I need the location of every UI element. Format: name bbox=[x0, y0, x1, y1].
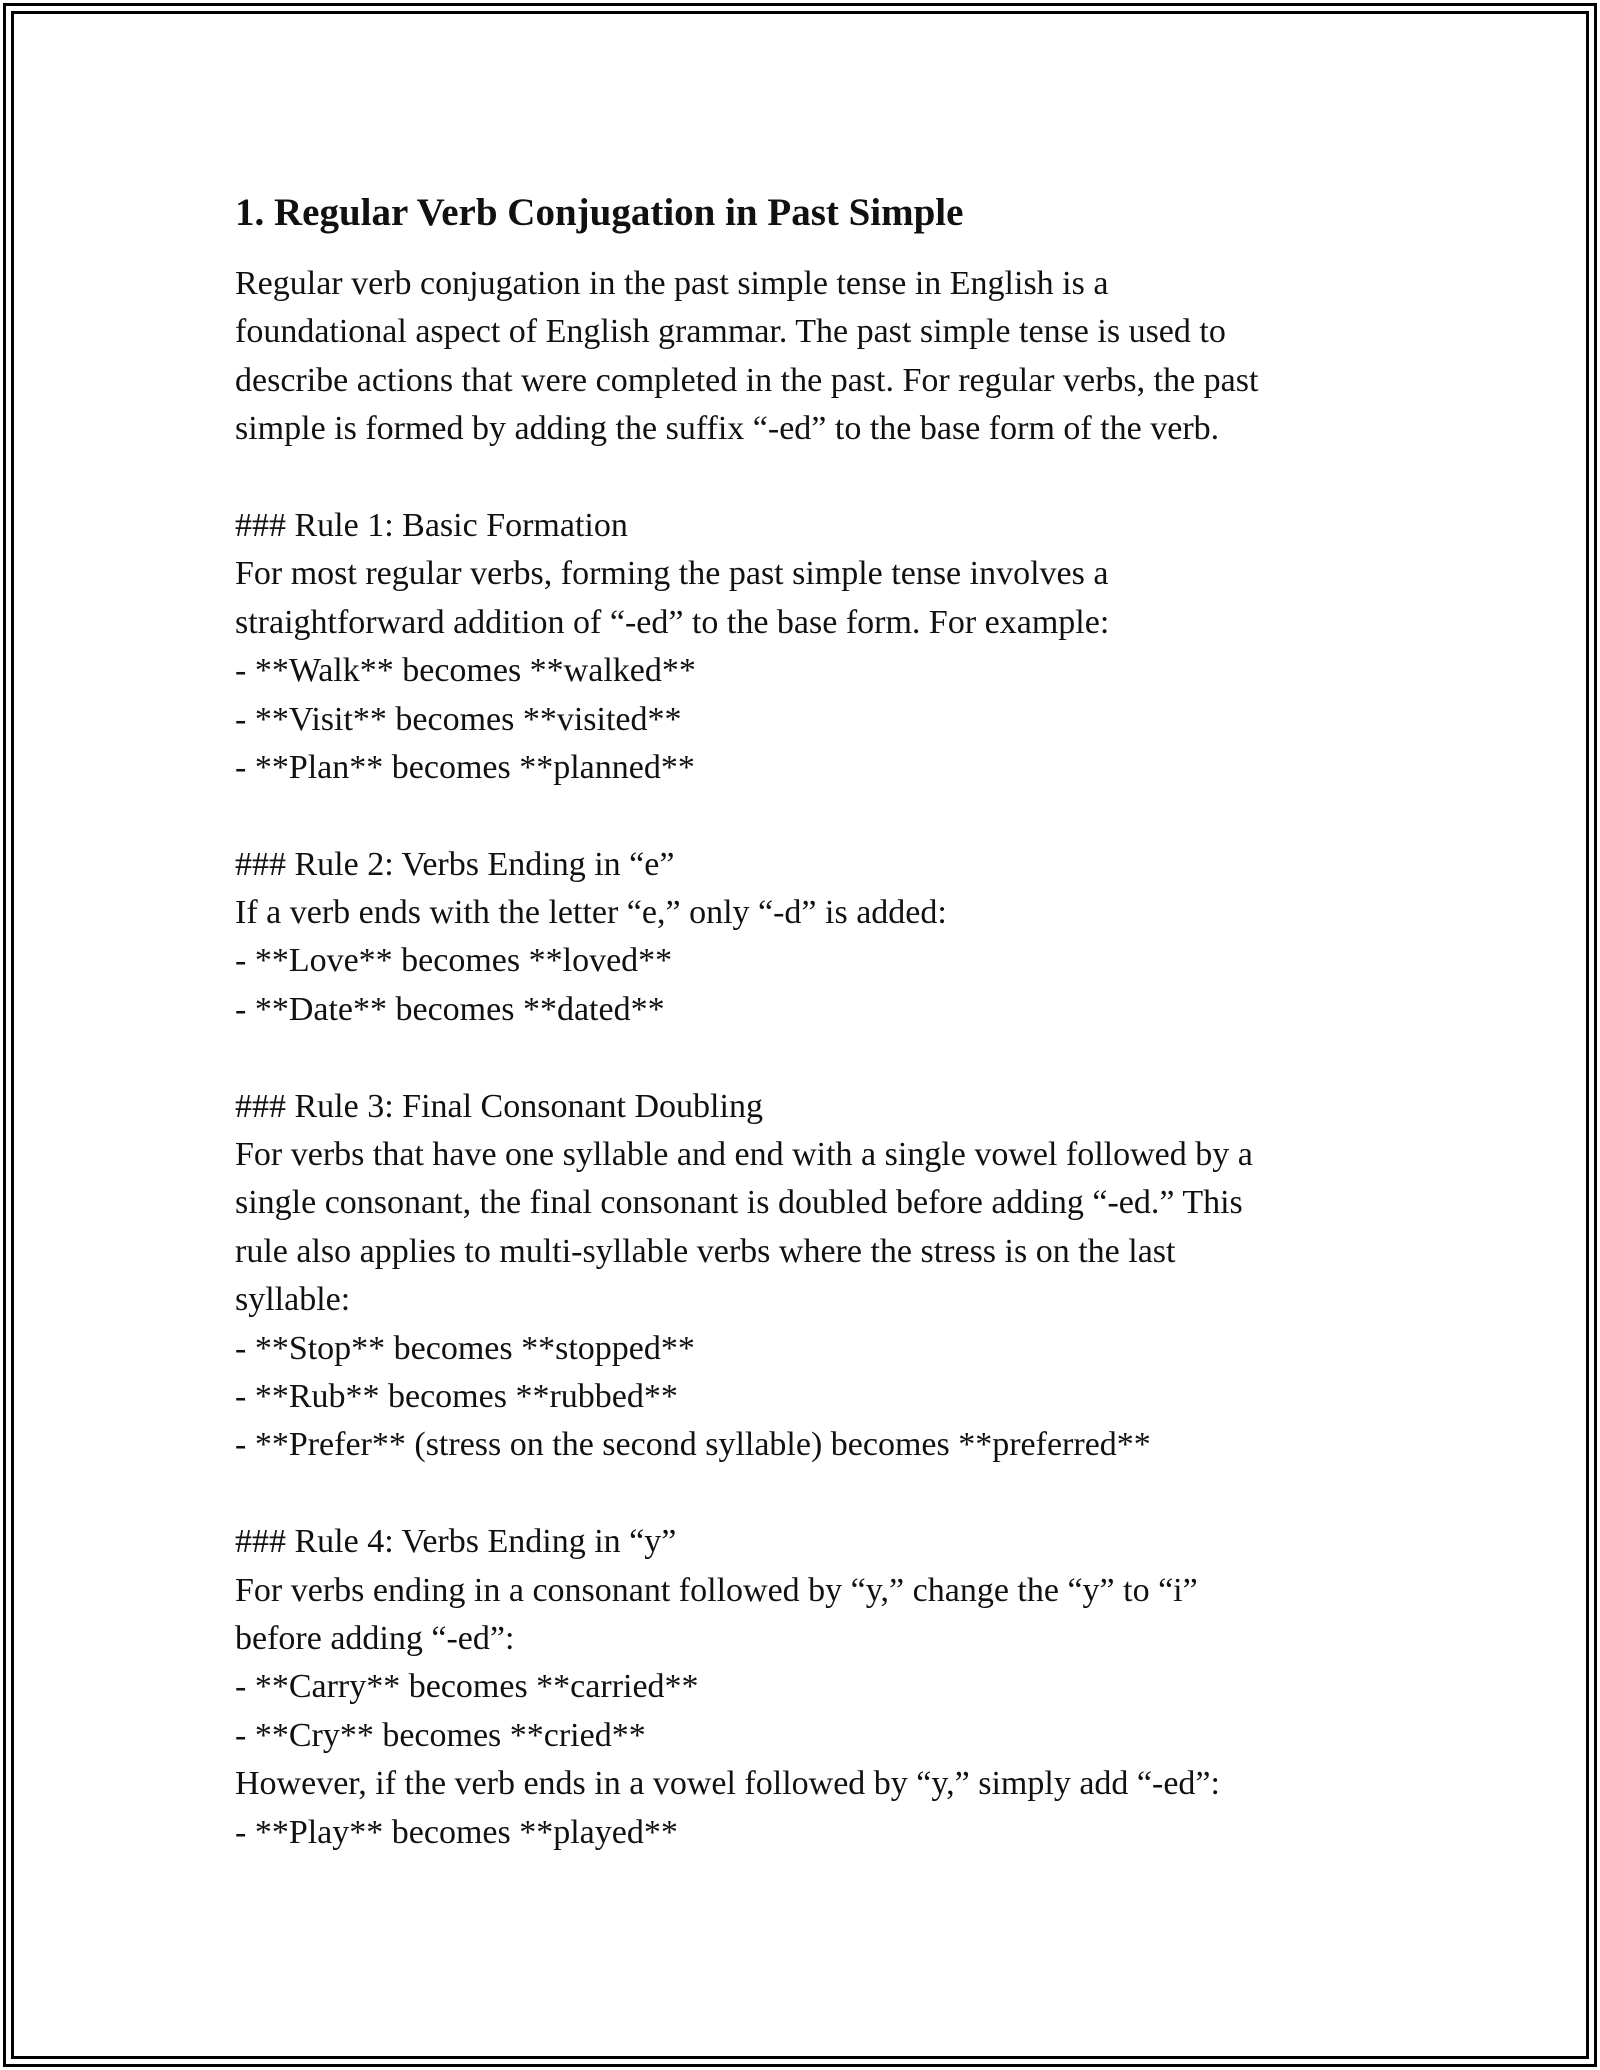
rule-3-line: For verbs that have one syllable and end with a single vowel followed by a bbox=[235, 1136, 1253, 1174]
rule-1-line: For most regular verbs, forming the past simple tense involves a bbox=[235, 555, 1109, 593]
rule-3-line: rule also applies to multi-syllable verbs where the stress is on the last bbox=[235, 1232, 1176, 1270]
rule-4-line: For verbs ending in a consonant followed by “y,” change the “y” to “i” bbox=[235, 1571, 1198, 1609]
intro-line: simple is formed by adding the suffix “-ed” to the base form of the verb. bbox=[235, 410, 1220, 448]
rule-3-line: syllable: bbox=[235, 1281, 351, 1319]
rule-3-example: - **Stop** becomes **stopped** bbox=[235, 1329, 695, 1367]
rule-3-section bbox=[235, 1083, 1385, 1470]
document-body bbox=[235, 180, 1385, 1857]
rule-4-section bbox=[235, 1518, 1385, 1857]
paragraph-spacer bbox=[235, 792, 1385, 840]
intro-line: Regular verb conjugation in the past simple tense in English is a bbox=[235, 265, 1109, 302]
document-title: 1. Regular Verb Conjugation in Past Simple bbox=[235, 191, 964, 234]
rule-1-example: - **Walk** becomes **walked** bbox=[235, 652, 696, 690]
rule-4-line: before adding “-ed”: bbox=[235, 1619, 515, 1657]
intro-paragraph bbox=[235, 260, 1385, 454]
paragraph-spacer bbox=[235, 454, 1385, 502]
rule-2-line: If a verb ends with the letter “e,” only “-d” is added: bbox=[235, 894, 947, 932]
rule-1-example: - **Visit** becomes **visited** bbox=[235, 700, 682, 738]
rule-4-heading: ### Rule 4: Verbs Ending in “y” bbox=[235, 1523, 677, 1561]
intro-line: describe actions that were completed in the past. For regular verbs, the past bbox=[235, 361, 1259, 399]
rule-4-example: - **Play** becomes **played** bbox=[235, 1813, 678, 1851]
rule-1-example: - **Plan** becomes **planned** bbox=[235, 748, 695, 786]
rule-2-example: - **Love** becomes **loved** bbox=[235, 942, 673, 980]
rule-2-section bbox=[235, 841, 1385, 1035]
intro-line: foundational aspect of English grammar. The past simple tense is used to bbox=[235, 313, 1226, 351]
rule-1-line: straightforward addition of “-ed” to the base form. For example: bbox=[235, 603, 1110, 641]
paragraph-spacer bbox=[235, 1034, 1385, 1082]
paragraph-spacer bbox=[235, 1470, 1385, 1518]
rule-3-example: - **Prefer** (stress on the second syllable) becomes **preferred** bbox=[235, 1426, 1151, 1464]
rule-2-example: - **Date** becomes **dated** bbox=[235, 990, 665, 1028]
rule-4-line: However, if the verb ends in a vowel followed by “y,” simply add “-ed”: bbox=[235, 1765, 1220, 1803]
rule-4-example: - **Cry** becomes **cried** bbox=[235, 1716, 646, 1754]
rule-3-heading: ### Rule 3: Final Consonant Doubling bbox=[235, 1087, 763, 1125]
rule-1-section bbox=[235, 502, 1385, 792]
rule-3-example: - **Rub** becomes **rubbed** bbox=[235, 1377, 678, 1415]
rule-4-example: - **Carry** becomes **carried** bbox=[235, 1668, 699, 1706]
rule-3-line: single consonant, the final consonant is doubled before adding “-ed.” This bbox=[235, 1184, 1243, 1222]
rule-2-heading: ### Rule 2: Verbs Ending in “e” bbox=[235, 845, 675, 883]
rule-1-heading: ### Rule 1: Basic Formation bbox=[235, 506, 628, 544]
